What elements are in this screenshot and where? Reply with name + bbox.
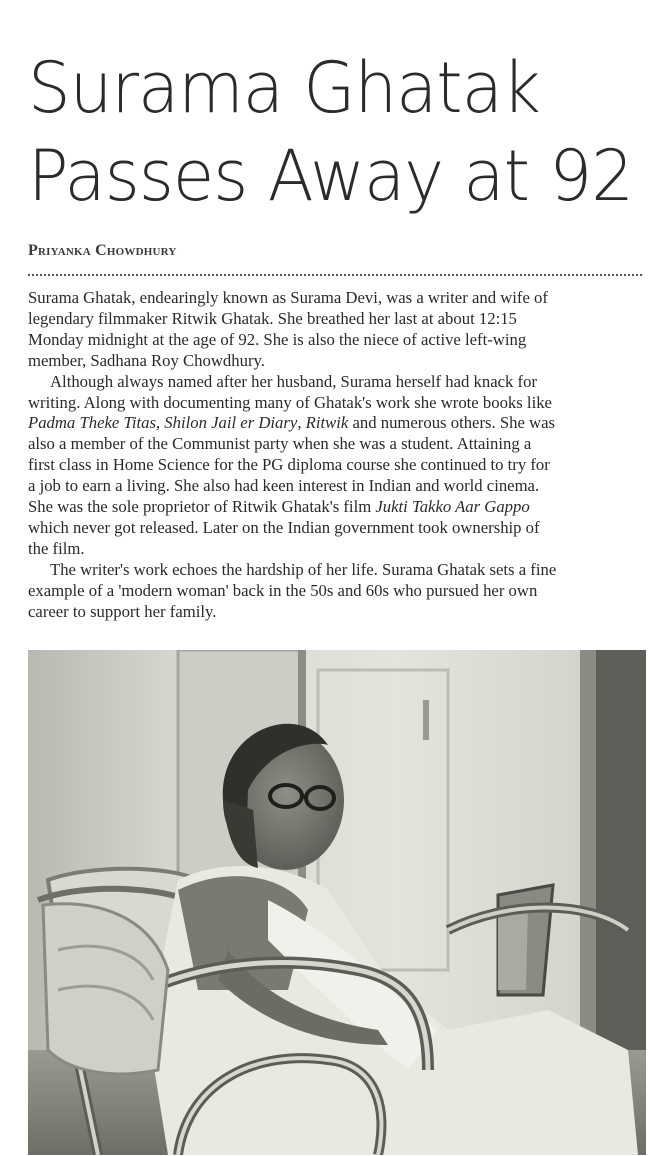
book-title: Ritwik xyxy=(305,413,349,433)
text-line xyxy=(28,497,650,518)
text-line: also a member of the Communist party when she was a student. Attaining a xyxy=(28,434,532,454)
text-line: legendary filmmaker Ritwik Ghatak. She breathed her last at about 12:15 xyxy=(28,308,517,328)
paragraph-2 xyxy=(28,372,650,560)
text-line: example of a 'modern woman' back in the 50s and 60s who pursued her own xyxy=(28,580,538,600)
film-title: Jukti Takko Aar Gappo xyxy=(375,497,530,517)
text-line: Monday midnight at the age of 92. She is also the niece of active left-wing xyxy=(28,329,527,349)
text-line: The writer's work echoes the hardship of her life. Surama Ghatak sets a fine xyxy=(50,559,557,579)
text-line xyxy=(28,413,650,434)
portrait-photo xyxy=(28,650,646,1155)
headline xyxy=(28,44,634,220)
paragraph-3 xyxy=(28,560,650,623)
dotted-divider xyxy=(28,274,642,276)
text-line: Although always named after her husband, Surama herself had knack for xyxy=(50,371,538,391)
text-line: first class in Home Science for the PG diploma course she continued to try for xyxy=(28,455,550,475)
text-fragment: , xyxy=(297,413,306,433)
article-body xyxy=(28,288,650,623)
text-line: member, Sadhana Roy Chowdhury. xyxy=(28,350,265,370)
text-line: writing. Along with documenting many of Ghatak's work she wrote books like xyxy=(28,392,552,412)
text-line: Surama Ghatak, endearingly known as Surama Devi, was a writer and wife of xyxy=(28,288,548,307)
text-line: which never got released. Later on the Indian government took ownership of xyxy=(28,517,540,537)
byline: Priyanka Chowdhury xyxy=(28,242,177,259)
headline-line-2: Passes Away at 92 xyxy=(28,135,634,217)
book-titles: Padma Theke Titas, Shilon Jail er Diary xyxy=(28,413,298,433)
text-line: the film. xyxy=(28,538,85,558)
paragraph-1 xyxy=(28,288,650,372)
photo-illustration xyxy=(28,650,646,1155)
text-line: career to support her family. xyxy=(28,601,217,621)
text-line: a job to earn a living. She also had keen interest in Indian and world cinema. xyxy=(28,476,540,496)
headline-line-1: Surama Ghatak xyxy=(28,47,540,129)
text-fragment: and numerous others. She was xyxy=(348,413,556,433)
text-fragment: She was the sole proprietor of Ritwik Ghatak's film xyxy=(28,497,376,517)
